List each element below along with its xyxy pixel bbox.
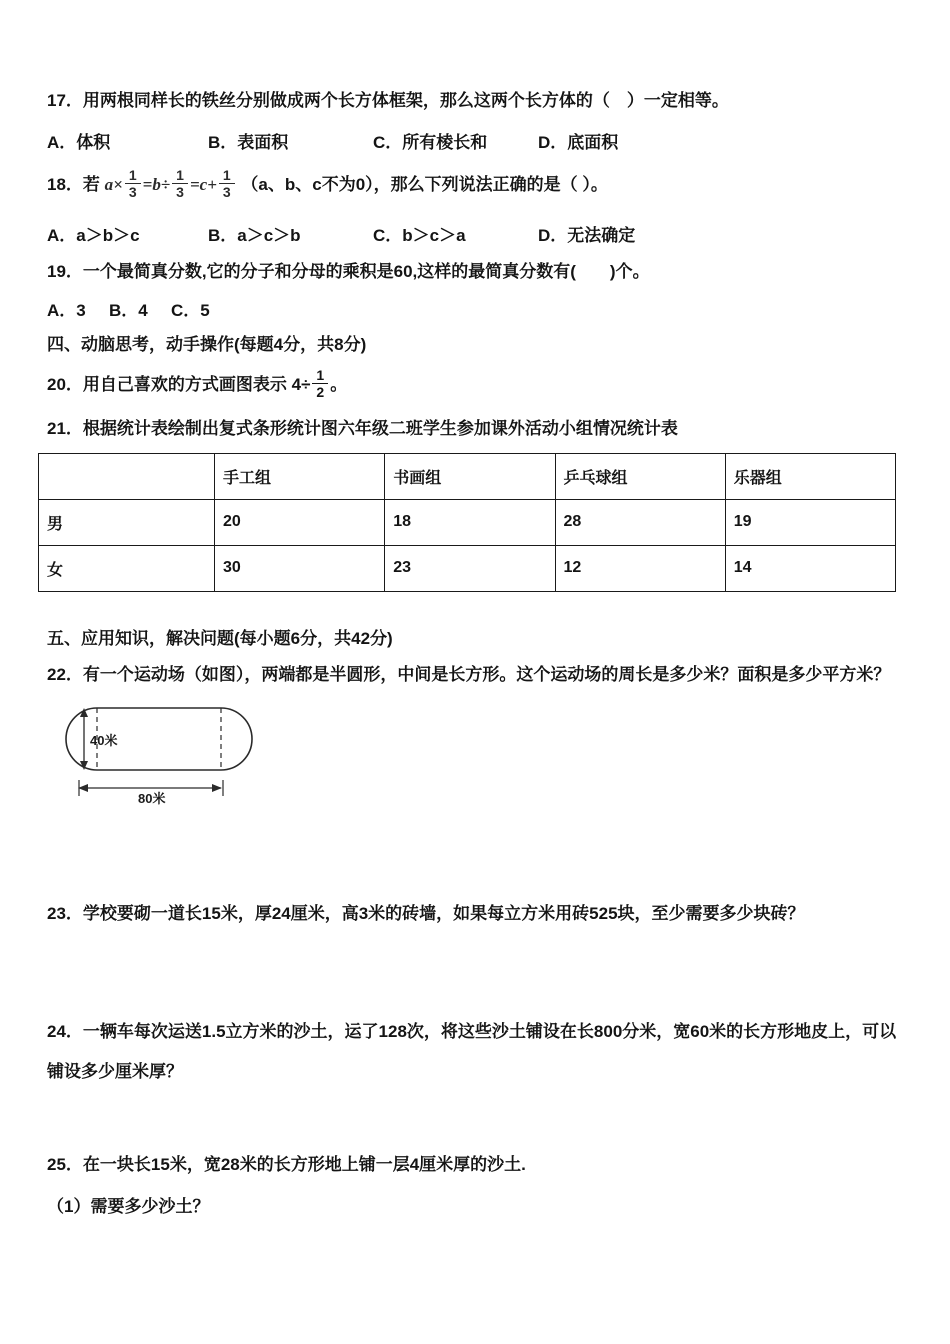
question-20-prefix: 20．用自己喜欢的方式画图表示 4÷: [47, 375, 311, 395]
stadium-diagram: [53, 700, 288, 806]
fraction-denominator: 3: [222, 184, 231, 201]
option-19-c: C．5: [171, 300, 210, 320]
question-23-text: 23．学校要砌一道长15米，厚24厘米，高3米的砖墙，如果每立方米用砖525块，至少需要多少块砖？: [47, 904, 805, 924]
table-cell: 23: [385, 545, 555, 591]
q21-stats-table: [38, 453, 896, 592]
row-label-cell: 女: [39, 545, 215, 591]
fraction-denominator: 2: [316, 384, 325, 401]
option-17-b: B．表面积: [208, 133, 289, 153]
table-row-female: [39, 545, 896, 591]
table-cell: 30: [215, 545, 385, 591]
question-20-line: [47, 369, 900, 402]
height-arrow: [80, 708, 88, 770]
question-18-options: [47, 221, 900, 246]
option-19-a: A．3: [47, 300, 86, 320]
table-header-cell: 乐器组: [725, 453, 895, 499]
question-21-text: 21．根据统计表绘制出复式条形统计图六年级二班学生参加课外活动小组情况统计表: [47, 419, 678, 439]
question-19-text: 19．一个最简真分数,它的分子和分母的乘积是60,这样的最简真分数有( )个。: [47, 261, 650, 281]
table-header-cell: [39, 453, 215, 499]
question-19-options: [47, 296, 900, 321]
fraction-one-half: [312, 367, 328, 400]
fraction-numerator: 1: [312, 367, 328, 384]
table-header-cell: 书画组: [385, 453, 555, 499]
height-label: 40米: [90, 733, 118, 749]
option-17-c: C．所有棱长和: [373, 133, 488, 153]
fraction-numerator: 1: [125, 167, 141, 184]
table-cell: 14: [725, 545, 895, 591]
formula-term-3: =c+: [189, 175, 217, 195]
table-cell: 18: [385, 499, 555, 545]
fraction-denominator: 3: [176, 184, 184, 201]
section-5-heading: 五、应用知识，解决问题(每小题6分，共42分): [47, 628, 393, 648]
question-25-sub1: （1）需要多少沙土？: [47, 1197, 210, 1216]
option-18-a: A．a＞b＞c: [47, 225, 140, 245]
option-17-a: A．体积: [47, 133, 111, 153]
question-20-suffix: 。: [330, 375, 348, 395]
question-18-line: [47, 169, 900, 202]
fraction-one-third-1: [125, 167, 141, 200]
option-18-c: C．b＞c＞a: [373, 225, 466, 245]
question-17-text: 17．用两根同样长的铁丝分别做成两个长方体框架，那么这两个长方体的（ ）一定相等。: [47, 91, 729, 110]
fraction-one-third-2: [172, 167, 188, 200]
option-17-d: D．底面积: [538, 133, 619, 153]
fraction-numerator: 1: [172, 167, 188, 184]
question-18-suffix: （a、b、c不为0），那么下列说法正确的是（ ）。: [241, 175, 608, 195]
table-cell: 12: [555, 545, 725, 591]
option-18-d: D．无法确定: [538, 225, 636, 245]
fraction-numerator: 1: [219, 167, 235, 184]
fraction-one-third-3: [219, 167, 235, 200]
fraction-denominator: 3: [128, 184, 137, 201]
question-25-text: 25．在一块长15米，宽28米的长方形地上铺一层4厘米厚的沙土.: [47, 1154, 526, 1174]
table-cell: 19: [725, 499, 895, 545]
question-24-text: 24．一辆车每次运送1.5立方米的沙土，运了128次，将这些沙土铺设在长800分米，宽60米的长方形地皮上，可以铺设多少厘米厚？: [47, 1021, 897, 1081]
question-18-prefix: 18．若: [47, 175, 100, 195]
table-cell: 20: [215, 499, 385, 545]
formula-term-1: a×: [104, 175, 123, 195]
row-label-cell: 男: [39, 499, 215, 545]
formula-term-2: =b÷: [142, 175, 171, 195]
table-header-cell: 乒乓球组: [555, 453, 725, 499]
table-header-cell: 手工组: [215, 453, 385, 499]
question-17-options: [47, 128, 900, 153]
option-18-b: B．a＞c＞b: [208, 225, 301, 245]
width-label: 80米: [138, 791, 166, 807]
section-4-heading: 四、动脑思考，动手操作(每题4分，共8分): [47, 334, 367, 354]
table-cell: 28: [555, 499, 725, 545]
table-header-row: [39, 453, 896, 499]
question-22-text: 22．有一个运动场（如图），两端都是半圆形，中间是长方形。这个运动场的周长是多少米？面积是多少平方米？: [47, 665, 891, 685]
option-19-b: B．4: [109, 300, 148, 320]
table-row-male: [39, 499, 896, 545]
